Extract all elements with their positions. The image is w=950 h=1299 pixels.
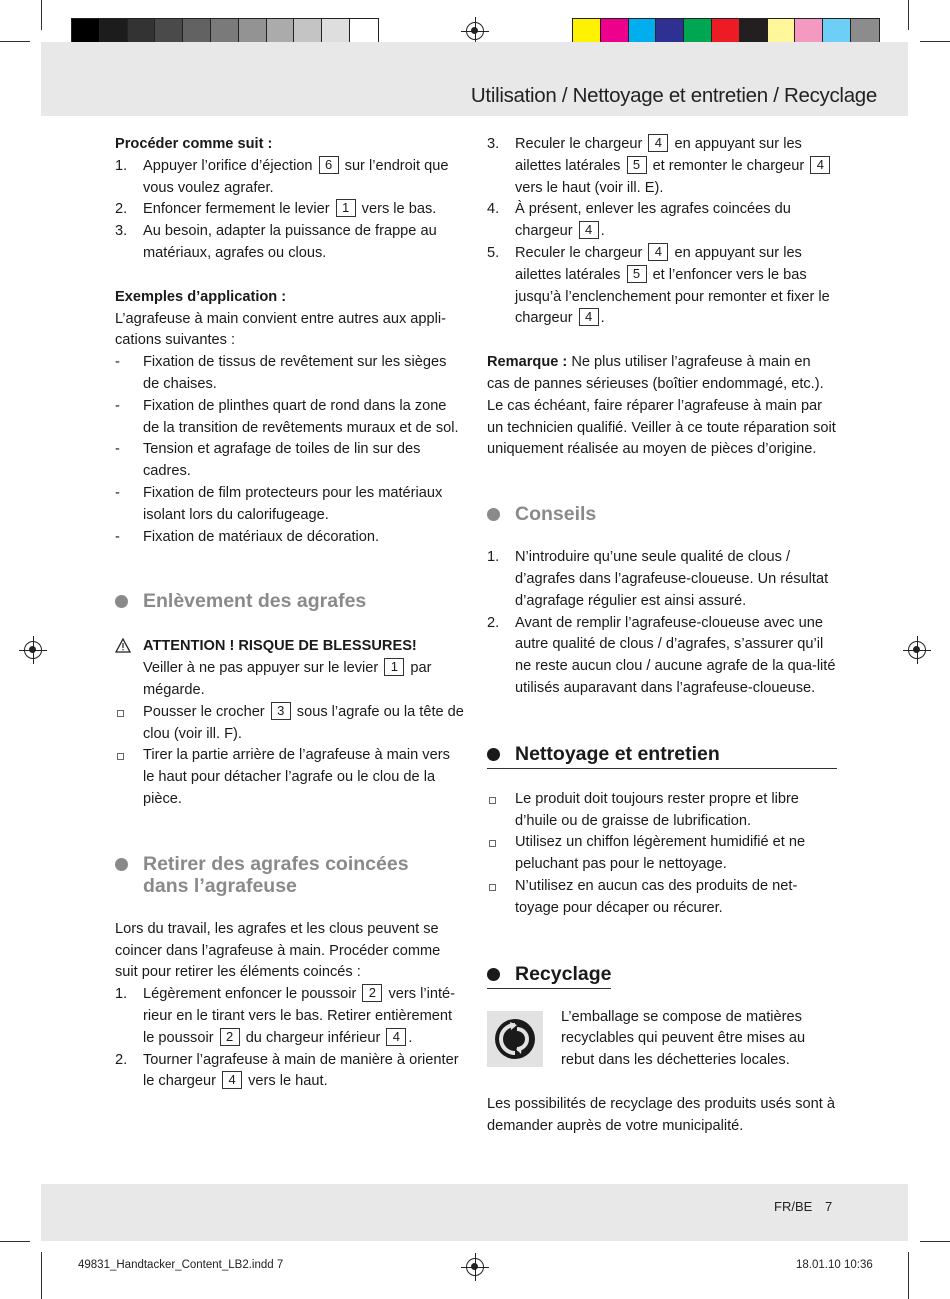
text-part: sur l’endroit que vous voulez agrafer. [143, 157, 449, 196]
part-ref-badge: 3 [271, 702, 291, 720]
checkbox-bullet-icon [489, 797, 496, 804]
list-item [487, 243, 837, 330]
checkbox-bullet-icon [117, 710, 124, 717]
list-number: 5. [487, 244, 500, 261]
text-part: Fixation de tissus de revêtement sur les sièges de chaises. [143, 354, 447, 392]
text-part: en appuyant sur les ailettes latérales [515, 136, 802, 174]
list-item [487, 789, 837, 833]
section-heading-removal [115, 590, 465, 612]
list-item [115, 396, 465, 440]
part-ref-badge: 6 [319, 156, 339, 174]
list-number: 3. [487, 136, 500, 152]
part-ref-badge: 1 [384, 658, 404, 676]
text-part: Avant de remplir l’agrafeuse-cloueuse avec une autre qualité de clous / d’agrafes, s’assurer qu’il ne reste aucun clou / aucune agrafe de la qua-lité utilisés auparavant dans l’agrafeuse-cloueuse. [515, 614, 836, 696]
text-part: vers le haut. [244, 1073, 328, 1090]
text-part: . [408, 1029, 413, 1046]
part-ref-badge: 4 [579, 221, 599, 239]
registration-mark-icon [466, 1258, 484, 1276]
section-bullet-icon [487, 508, 500, 521]
recycling-note: Les possibilités de recyclage des produits usés sont à demander auprès de votre municipalité. [487, 1095, 836, 1134]
recycling-info [487, 1007, 837, 1072]
section-heading-tips [487, 503, 837, 525]
warning-title: ATTENTION ! RISQUE DE BLESSURES! [143, 638, 417, 655]
text-part: vers le haut (voir ill. E). [515, 179, 664, 196]
part-ref-badge: 4 [810, 156, 830, 174]
crop-mark [908, 1252, 909, 1299]
section-title-line: dans l’agrafeuse [143, 874, 297, 897]
crop-mark [920, 1241, 950, 1242]
text-part: et remonter le chargeur [648, 157, 809, 174]
list-item [115, 745, 465, 810]
section-bullet-icon [487, 748, 500, 761]
list-item [115, 352, 465, 396]
examples-intro: L’agrafeuse à main convient entre autres aux appli-cations suivantes : [115, 310, 446, 349]
section-heading-cleaning [487, 742, 837, 769]
registration-mark-icon [24, 641, 42, 659]
text-part: À présent, enlever les agrafes coincées du chargeur [515, 201, 791, 240]
list-item [487, 613, 837, 700]
crop-mark [920, 41, 950, 42]
list-number: 4. [487, 201, 500, 218]
text-part: Pousser le crocher [143, 703, 269, 720]
part-ref-badge: 4 [648, 243, 668, 261]
dash-marker: - [115, 354, 120, 371]
list-item [487, 547, 837, 612]
warning-text-part: par mégarde. [143, 660, 432, 698]
crop-mark [41, 1252, 42, 1299]
list-item [115, 483, 465, 527]
footer-language: FR/BE [774, 1199, 813, 1214]
text-part: Le produit doit toujours rester propre et libre d’huile ou de graisse de lubrification. [515, 790, 799, 829]
part-ref-badge: 5 [627, 265, 647, 283]
text-part: Tension et agrafage de toiles de lin sur des cadres. [143, 441, 421, 480]
list-item [487, 134, 837, 199]
section-title: Recyclage [515, 962, 612, 985]
list-item [115, 221, 465, 265]
text-part: et l’enfoncer vers le bas jusqu’à l’enclenchement pour remonter et fixer le chargeur [515, 266, 830, 327]
list-item [487, 199, 837, 243]
text-part: Fixation de matériaux de décoration. [143, 528, 380, 545]
text-part: sous l’agrafe ou la tête de clou (voir ill. F). [143, 703, 464, 742]
stuck-intro: Lors du travail, les agrafes et les clous peuvent se coincer dans l’agrafeuse à main. Procéder comme suit pour retirer les éléments coincés : [115, 920, 441, 981]
section-heading-stuck-staples [115, 853, 465, 897]
list-number: 2. [115, 1051, 128, 1068]
part-ref-badge: 4 [222, 1071, 242, 1089]
warning-text [143, 658, 465, 702]
remark-paragraph [487, 352, 837, 461]
text-part: Légèrement enfoncer le poussoir [143, 986, 361, 1003]
text-part: . [600, 310, 605, 327]
text-part: Utilisez un chiffon légèrement humidifié et ne peluchant pas pour le nettoyage. [515, 834, 806, 873]
list-item [115, 156, 465, 200]
text-part: . [600, 223, 605, 240]
section-bullet-icon [115, 595, 128, 608]
list-number: 1. [487, 549, 500, 566]
removal-steps-list [115, 702, 465, 811]
dash-marker: - [115, 528, 120, 545]
section-title: Conseils [515, 503, 597, 526]
part-ref-badge: 1 [336, 199, 356, 217]
part-ref-badge: 4 [386, 1028, 406, 1046]
crop-mark [0, 1241, 30, 1242]
examples-heading: Exemples d’application : [115, 288, 287, 305]
text-part: N’introduire qu’une seule qualité de clous / d’agrafes dans l’agrafeuse-cloueuse. Un résultat d’agrafage régulier est ainsi assuré. [515, 549, 829, 609]
list-item [487, 876, 837, 920]
recycling-text: L’emballage se compose de matières recyclables qui peuvent être mises au rebut dans les déchetteries locales. [561, 1008, 806, 1069]
text-part: Appuyer l’orifice d’éjection [143, 157, 317, 174]
dash-marker: - [115, 397, 120, 414]
proceed-heading: Procéder comme suit : [115, 136, 273, 152]
text-part: Reculer le chargeur [515, 244, 647, 261]
part-ref-badge: 2 [362, 984, 382, 1002]
text-part: Enfoncer fermement le levier [143, 201, 334, 218]
list-number: 2. [115, 201, 128, 218]
dash-marker: - [115, 441, 120, 458]
list-item [487, 832, 837, 876]
section-bullet-icon [115, 858, 128, 871]
list-number: 2. [487, 614, 500, 631]
remark-text: Ne plus utiliser l’agrafeuse à main en cas de pannes sérieuses (boîtier endommagé, etc.). Le cas échéant, faire réparer l’agrafeuse à main par un technicien qualifié. Veiller à ce toute réparation soit uniquement réalisée au moyen de pièces d’origine. [487, 354, 836, 458]
right-column [487, 134, 837, 1138]
list-item [115, 984, 465, 1049]
crop-mark [41, 0, 42, 30]
warning-text-part: Veiller à ne pas appuyer sur le levier [143, 660, 383, 677]
section-title: Nettoyage et entretien [515, 742, 720, 765]
registration-mark-icon [908, 641, 926, 659]
checkbox-bullet-icon [489, 884, 496, 891]
text-part: Fixation de film protecteurs pour les matériaux isolant lors du calorifugeage. [143, 484, 443, 523]
green-dot-recycling-icon [487, 1011, 543, 1067]
text-part: du chargeur inférieur [241, 1029, 385, 1046]
list-number: 1. [115, 986, 128, 1003]
text-part: Tirer la partie arrière de l’agrafeuse à main vers le haut pour détacher l’agrafe ou le clou de la pièce. [143, 747, 450, 807]
page-title: Utilisation / Nettoyage et entretien / Recyclage [470, 84, 877, 107]
section-heading-recycling [487, 962, 611, 989]
cleaning-list [487, 789, 837, 920]
remark-label: Remarque : [487, 354, 568, 371]
dash-marker: - [115, 484, 120, 501]
tips-list [487, 547, 837, 700]
slug-date: 18.01.10 10:36 [796, 1259, 873, 1271]
page-number: 7 [825, 1199, 833, 1214]
part-ref-badge: 4 [648, 134, 668, 152]
checkbox-bullet-icon [117, 753, 124, 760]
crop-mark [0, 41, 30, 42]
text-part: Fixation de plinthes quart de rond dans la zone de la transition de revêtements muraux et de sol. [143, 397, 459, 436]
list-item [115, 1050, 465, 1094]
text-part: vers le bas. [357, 201, 437, 218]
examples-list [115, 352, 465, 548]
list-item [115, 199, 465, 221]
section-title-line: Retirer des agrafes coincées [143, 852, 409, 875]
part-ref-badge: 2 [220, 1028, 240, 1046]
section-title: Enlèvement des agrafes [143, 590, 367, 613]
list-item [115, 439, 465, 483]
list-number: 3. [115, 223, 128, 240]
warning-triangle-icon [115, 638, 131, 661]
text-part: Reculer le chargeur [515, 136, 647, 152]
text-part: Tourner l’agrafeuse à main de manière à orienter le chargeur [143, 1051, 459, 1090]
list-item [115, 527, 465, 549]
text-part: Au besoin, adapter la puissance de frappe au matériaux, agrafes ou clous. [143, 223, 437, 261]
checkbox-bullet-icon [489, 840, 496, 847]
left-column [115, 134, 465, 1093]
registration-mark-icon [466, 22, 484, 40]
section-bullet-icon [487, 968, 500, 981]
text-part: N’utilisez en aucun cas des produits de net-toyage pour décaper ou récurer. [515, 877, 798, 916]
proceed-steps-list [115, 156, 465, 265]
list-item [115, 702, 465, 746]
slug-filename: 49831_Handtacker_Content_LB2.indd 7 [78, 1259, 284, 1271]
list-number: 1. [115, 157, 128, 174]
text-part: vers l’inté-rieur en le tirant vers le bas. Retirer entièrement le poussoir [143, 986, 455, 1046]
text-part: en appuyant sur les ailettes latérales [515, 244, 802, 283]
warning-block [115, 636, 465, 701]
part-ref-badge: 4 [579, 308, 599, 326]
part-ref-badge: 5 [627, 156, 647, 174]
crop-mark [908, 0, 909, 30]
